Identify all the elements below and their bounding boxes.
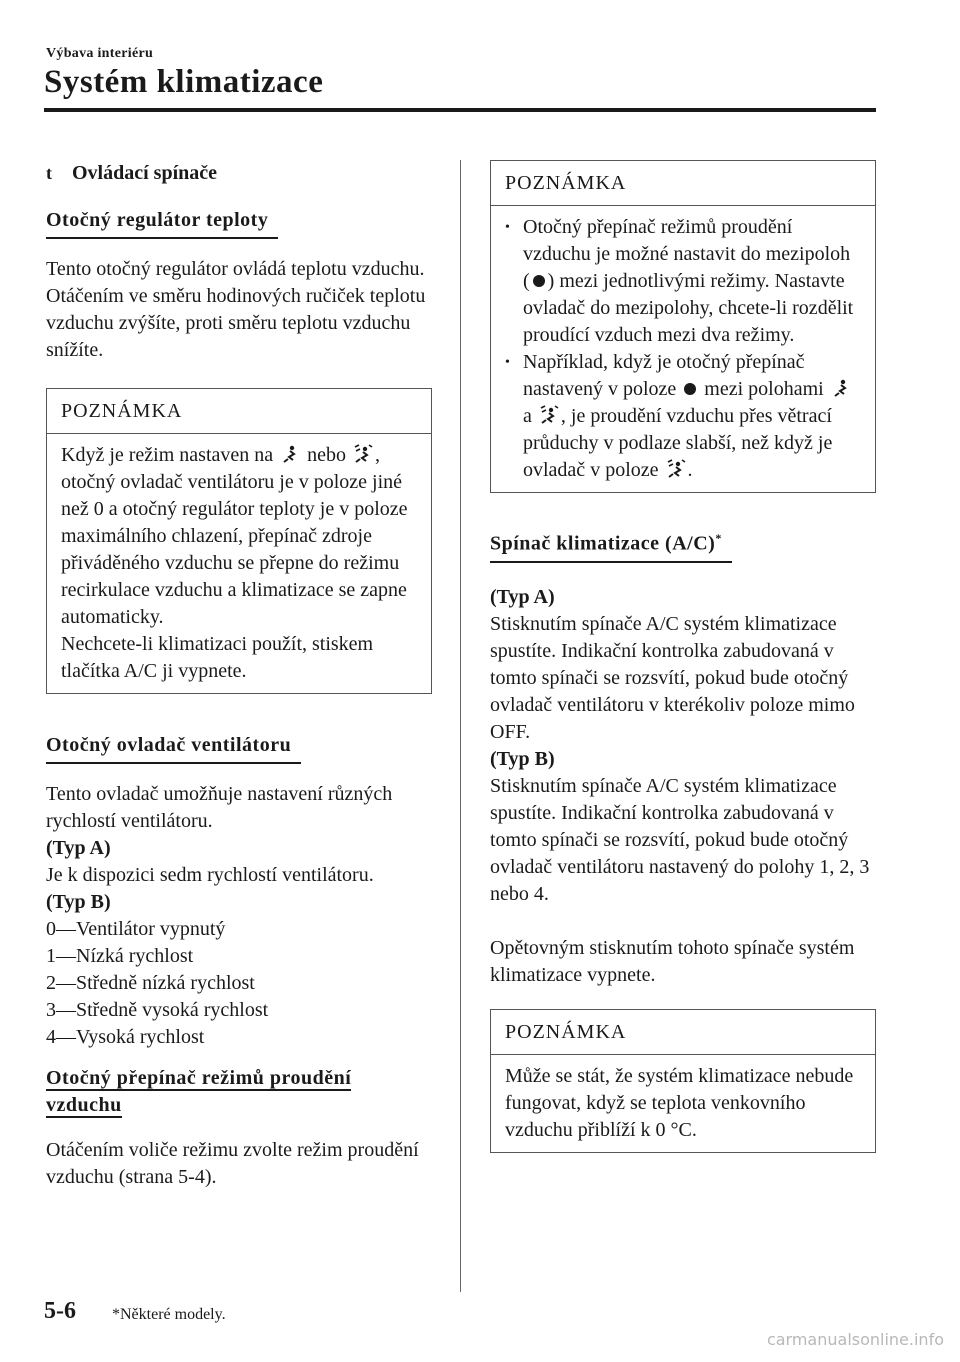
- fan-heading: Otočný ovladač ventilátoru: [46, 732, 291, 761]
- bullet-icon: •: [505, 355, 510, 370]
- ac-type-b: (Typ B): [490, 747, 555, 770]
- note-bullet: [505, 214, 861, 349]
- floor-mode-icon: [831, 378, 851, 398]
- fan-type-a-text: Je k dispozici sedm rychlostí ventilátoru.: [46, 864, 374, 886]
- note-text: Nechcete-li klimatizaci použít, stiskem tlačítka A/C ji vypnete.: [61, 633, 374, 682]
- section-marker: t: [46, 163, 52, 183]
- note-text: otočný ovladač ventilátoru je v poloze jiné než 0 a otočný regulátor teploty je v poloze maximálního chlazení, přepínač zdroje přiváděného vzduchu se přepne do režimu recirkulace vzduchu a klimatizace se zapne automaticky.: [61, 471, 408, 628]
- intermediate-position-icon: [533, 275, 545, 287]
- fan-speed: 3—Středně vysoká rychlost: [46, 999, 269, 1021]
- fan-text: Tento ovladač umožňuje nastavení různých rychlostí ventilátoru.: [46, 783, 393, 832]
- page-title: Systém klimatizace: [44, 64, 324, 100]
- section-heading-text: Ovládací spínače: [72, 162, 218, 184]
- watermark: carmanualsonline.info: [766, 1330, 944, 1349]
- floor-defrost-mode-icon: [666, 459, 686, 479]
- mode-heading-line: vzduchu: [46, 1094, 122, 1116]
- mode-heading-line: Otočný přepínač režimů proudění: [46, 1067, 352, 1089]
- note-text: mezi polohami: [704, 378, 824, 400]
- note-box-3: [490, 1009, 876, 1153]
- note-text: ,: [375, 444, 381, 466]
- floor-defrost-mode-icon: [353, 444, 373, 464]
- intermediate-position-icon: [684, 383, 696, 395]
- ac-heading: [490, 525, 722, 560]
- note-text: , je proudění vzduchu přes větrací průduchy v podlaze slabší, než když je ovladač v poloze: [523, 405, 833, 481]
- bullet-icon: •: [505, 220, 510, 235]
- right-column: [490, 160, 876, 1177]
- note-text: a: [523, 405, 532, 427]
- note-body: [47, 434, 431, 693]
- section-heading: [46, 160, 432, 187]
- note-bullet: [505, 349, 861, 484]
- footnote-marker: *: [715, 531, 722, 545]
- note-box-1: [46, 388, 432, 694]
- note-text: Otočný přepínač režimů proudění vzduchu je možné nastavit do mezipoloh (: [523, 216, 851, 292]
- title-rule: [44, 108, 876, 112]
- ac-type-a-text: Stisknutím spínače A/C systém klimatizace spustíte. Indikační kontrolka zabudovaná v tomto spínači se rozsvítí, pokud bude otočný ovladač ventilátoru v kterékoliv poloze mimo OFF.: [490, 612, 855, 743]
- mode-text: Otáčením voliče režimu zvolte režim proudění vzduchu (strana 5-4).: [46, 1139, 419, 1188]
- note-title: POZNÁMKA: [491, 161, 875, 206]
- section-label: Výbava interiéru: [46, 46, 154, 61]
- note-text: ) mezi jednotlivými režimy. Nastavte ovladač do mezipolohy, chcete-li rozdělit proudící vzduch mezi dva režimy.: [523, 270, 854, 346]
- note-text: Například, když je otočný přepínač nastavený v poloze: [523, 351, 805, 400]
- fan-speed: 2—Středně nízká rychlost: [46, 972, 255, 994]
- ac-heading-text: Spínač klimatizace (A/C): [490, 532, 716, 555]
- fan-speed: 4—Vysoká rychlost: [46, 1026, 205, 1048]
- note-text: nebo: [307, 444, 347, 466]
- ac-type-a: (Typ A): [490, 585, 555, 608]
- note-text: .: [687, 459, 693, 481]
- ac-off-text: Opětovným stisknutím tohoto spínače systém klimatizace vypnete.: [490, 936, 855, 986]
- ac-type-b-text: Stisknutím spínače A/C systém klimatizace spustíte. Indikační kontrolka zabudovaná v tomto spínači se rozsvítí, pokud bude otočný ovladač ventilátoru nastavený do polohy 1, 2, 3 nebo 4.: [490, 774, 870, 905]
- note-box-2: [490, 160, 876, 493]
- column-divider: [460, 160, 461, 1292]
- left-column: [46, 160, 432, 1191]
- floor-defrost-mode-icon: [539, 405, 559, 425]
- mode-heading: [46, 1065, 376, 1121]
- note-text: Když je režim nastaven na: [61, 444, 274, 466]
- note-text: Může se stát, že systém klimatizace nebude fungovat, když se teplota venkovního vzduchu přiblíží k 0 °C.: [505, 1064, 854, 1141]
- temp-heading: Otočný regulátor teploty: [46, 207, 268, 236]
- note-title: POZNÁMKA: [491, 1010, 875, 1055]
- fan-type-a: (Typ A): [46, 837, 111, 859]
- temp-text: Tento otočný regulátor ovládá teplotu vzduchu. Otáčením ve směru hodinových ručiček teplotu vzduchu zvýšíte, proti směru teplotu vzduchu snížíte.: [46, 258, 426, 361]
- note-body: [491, 1055, 875, 1152]
- fan-speed: 1—Nízká rychlost: [46, 945, 194, 967]
- fan-type-b: (Typ B): [46, 891, 111, 913]
- floor-mode-icon: [280, 444, 300, 464]
- footnote: *Některé modely.: [112, 1306, 226, 1323]
- note-title: POZNÁMKA: [47, 389, 431, 434]
- page-number: 5-6: [44, 1298, 76, 1324]
- fan-speed: 0—Ventilátor vypnutý: [46, 918, 226, 940]
- note-body: [491, 206, 875, 492]
